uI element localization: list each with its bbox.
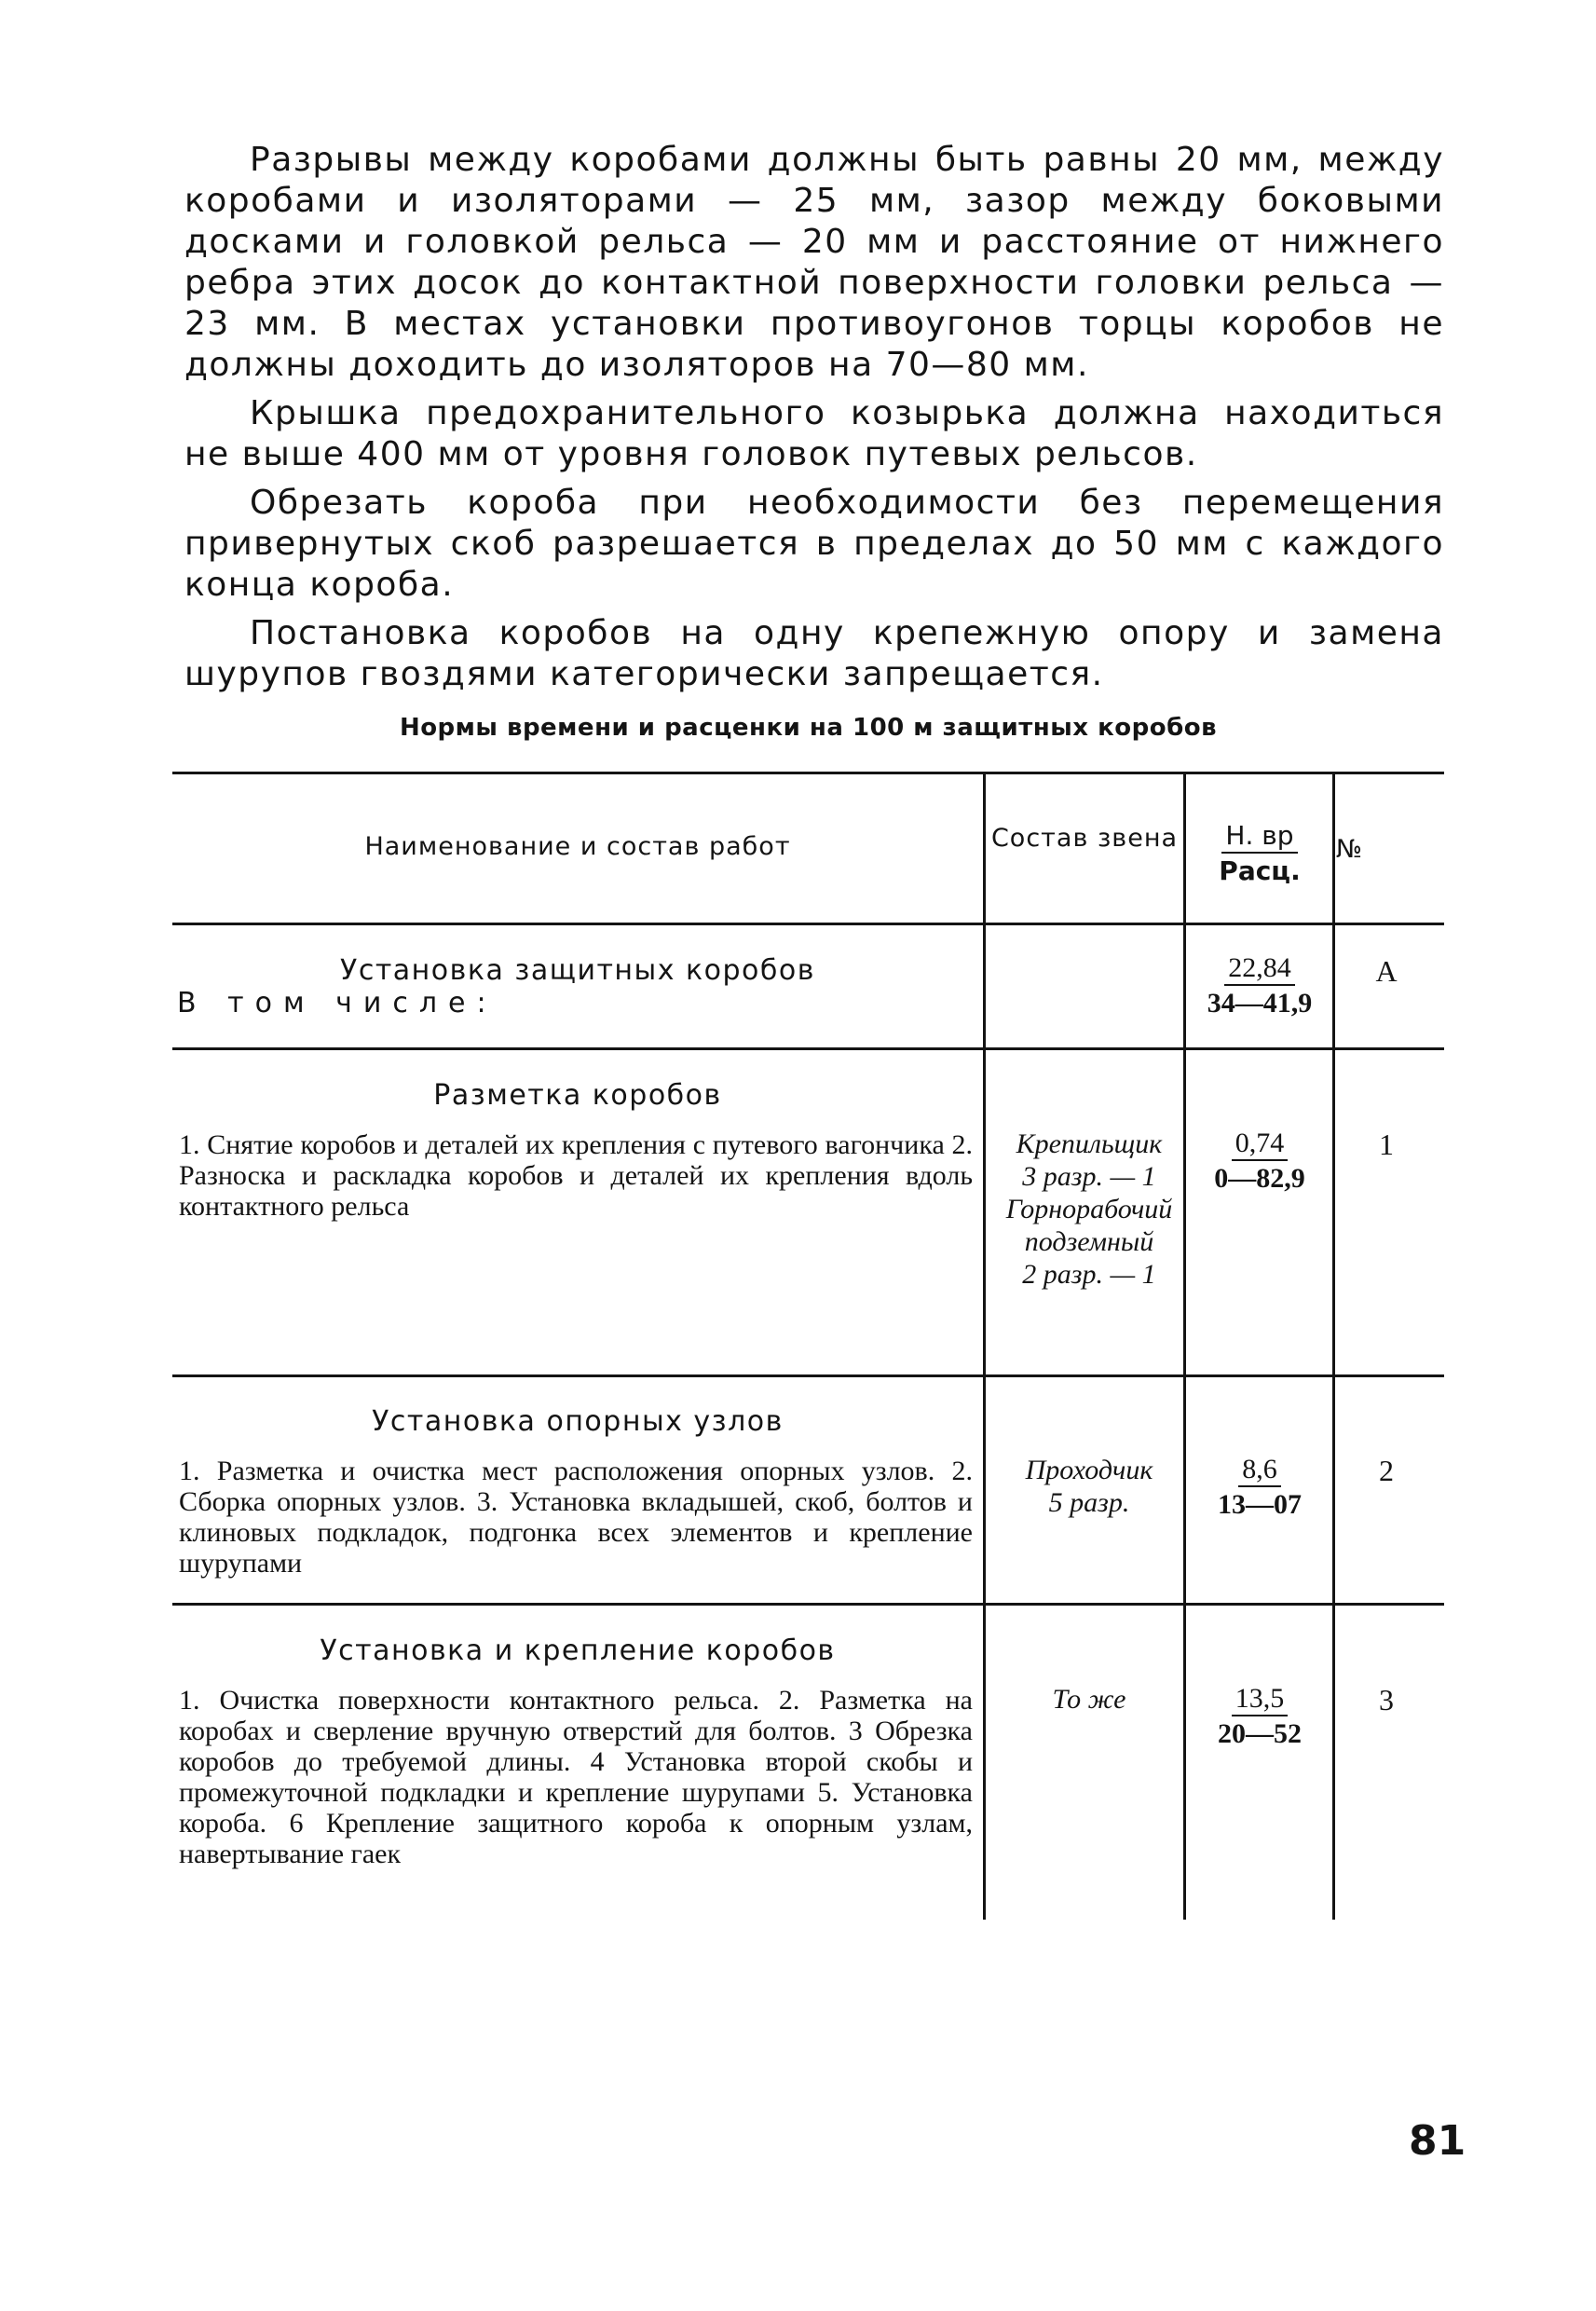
header-number: № bbox=[1336, 835, 1364, 864]
row-1-rate-den: 0—82,9 bbox=[1214, 1163, 1305, 1194]
row-divider bbox=[172, 1374, 1444, 1377]
row-a-rate bbox=[1194, 952, 1325, 1021]
paragraph-4: Постановка коробов на одну крепежную опору и замена шурупов гвоздями категорически запрещается. bbox=[184, 614, 1444, 693]
column-divider bbox=[1332, 773, 1335, 1920]
header-rate-num: Н. вр bbox=[1221, 820, 1297, 854]
row-3-description: 1. Очистка поверхности контактного рельса. 2. Разметка на коробах и сверление вручную отверстий для болтов. 3 Обрезка коробов до требуемой длины. 4 Установка второй скобы и промежуточной подкладки и крепление шурупами 5. Установка короба. 6 Крепление защитного короба к опорным узлам, навертывание гаек bbox=[179, 1685, 973, 1869]
paragraph-1: Разрывы между коробами должны быть равны 20 мм, между коробами и изоляторами — 25 мм, зазор между боковыми досками и головкой рельса — 20 мм и расстояние от нижнего ребра этих досок до контактной поверхности головки рельса — 23 мм. В местах установки противоугонов торцы коробов не должны доходить до изоляторов на 70—80 мм. bbox=[184, 141, 1444, 384]
row-3-rate-num: 13,5 bbox=[1232, 1683, 1289, 1716]
row-3-title: Установка и крепление коробов bbox=[320, 1634, 836, 1667]
row-2-crew bbox=[995, 1454, 1183, 1519]
row-divider bbox=[172, 1047, 1444, 1050]
row-3-crew bbox=[995, 1683, 1183, 1716]
row-a-rate-den: 34—41,9 bbox=[1207, 988, 1313, 1019]
row-2-rate bbox=[1194, 1454, 1325, 1523]
header-rate-den: Расц. bbox=[1219, 855, 1301, 886]
intro-text bbox=[184, 140, 1444, 703]
row-a-subtitle: В том числе: bbox=[177, 987, 498, 1019]
header-rate bbox=[1194, 820, 1325, 889]
row-a-rate-num: 22,84 bbox=[1224, 952, 1295, 986]
row-3-rate bbox=[1194, 1683, 1325, 1752]
paragraph-3: Обрезать короба при необходимости без перемещения привернутых скоб разрешается в пределах до 50 мм с каждого конца короба. bbox=[184, 484, 1444, 604]
paragraph-2: Крышка предохранительного козырька должна находиться не выше 400 мм от уровня головок путевых рельсов. bbox=[184, 394, 1444, 473]
header-crew: Состав звена bbox=[990, 824, 1179, 853]
row-3-rate-den: 20—52 bbox=[1218, 1718, 1302, 1749]
crew-line: Проходчик bbox=[1025, 1455, 1153, 1485]
row-1-number: 1 bbox=[1379, 1128, 1394, 1161]
row-1-rate-num: 0,74 bbox=[1232, 1128, 1289, 1161]
header-name: Наименование и состав работ bbox=[364, 832, 791, 861]
row-a-title: Установка защитных коробов bbox=[340, 954, 815, 987]
crew-line: Крепильщик bbox=[1016, 1128, 1163, 1159]
row-3-number: 3 bbox=[1379, 1683, 1394, 1716]
header-bottom-rule bbox=[172, 923, 1444, 925]
row-1-rate bbox=[1194, 1128, 1325, 1197]
row-2-rate-num: 8,6 bbox=[1238, 1454, 1281, 1487]
table-top-rule bbox=[172, 772, 1444, 774]
row-divider bbox=[172, 1603, 1444, 1606]
row-1-title: Разметка коробов bbox=[433, 1079, 722, 1112]
crew-line: 5 разр. bbox=[1048, 1487, 1130, 1518]
row-2-title: Установка опорных узлов bbox=[372, 1405, 784, 1438]
row-1-crew bbox=[995, 1128, 1183, 1291]
crew-line: 2 разр. — 1 bbox=[1022, 1259, 1156, 1290]
page-number: 81 bbox=[1409, 2117, 1466, 2165]
row-2-description: 1. Разметка и очистка мест расположения опорных узлов. 2. Сборка опорных узлов. 3. Установка вкладышей, скоб, болтов и клиновых подкладок, подгонка всех элементов и крепление шурупами bbox=[179, 1456, 973, 1579]
row-1-description: 1. Снятие коробов и деталей их крепления с путевого вагончика 2. Разноска и раскладка коробов и деталей их крепления вдоль контактного рельса bbox=[179, 1129, 973, 1222]
row-2-rate-den: 13—07 bbox=[1218, 1489, 1302, 1520]
crew-line: То же bbox=[1052, 1684, 1126, 1715]
row-2-number: 2 bbox=[1379, 1454, 1394, 1487]
table-title: Нормы времени и расценки на 100 м защитных коробов bbox=[399, 714, 1218, 742]
crew-line: Горнорабочий подземный bbox=[1005, 1194, 1173, 1257]
crew-line: 3 разр. — 1 bbox=[1022, 1161, 1156, 1192]
column-divider bbox=[1183, 773, 1186, 1920]
row-a-number: А bbox=[1375, 954, 1398, 988]
column-divider bbox=[983, 773, 986, 1920]
